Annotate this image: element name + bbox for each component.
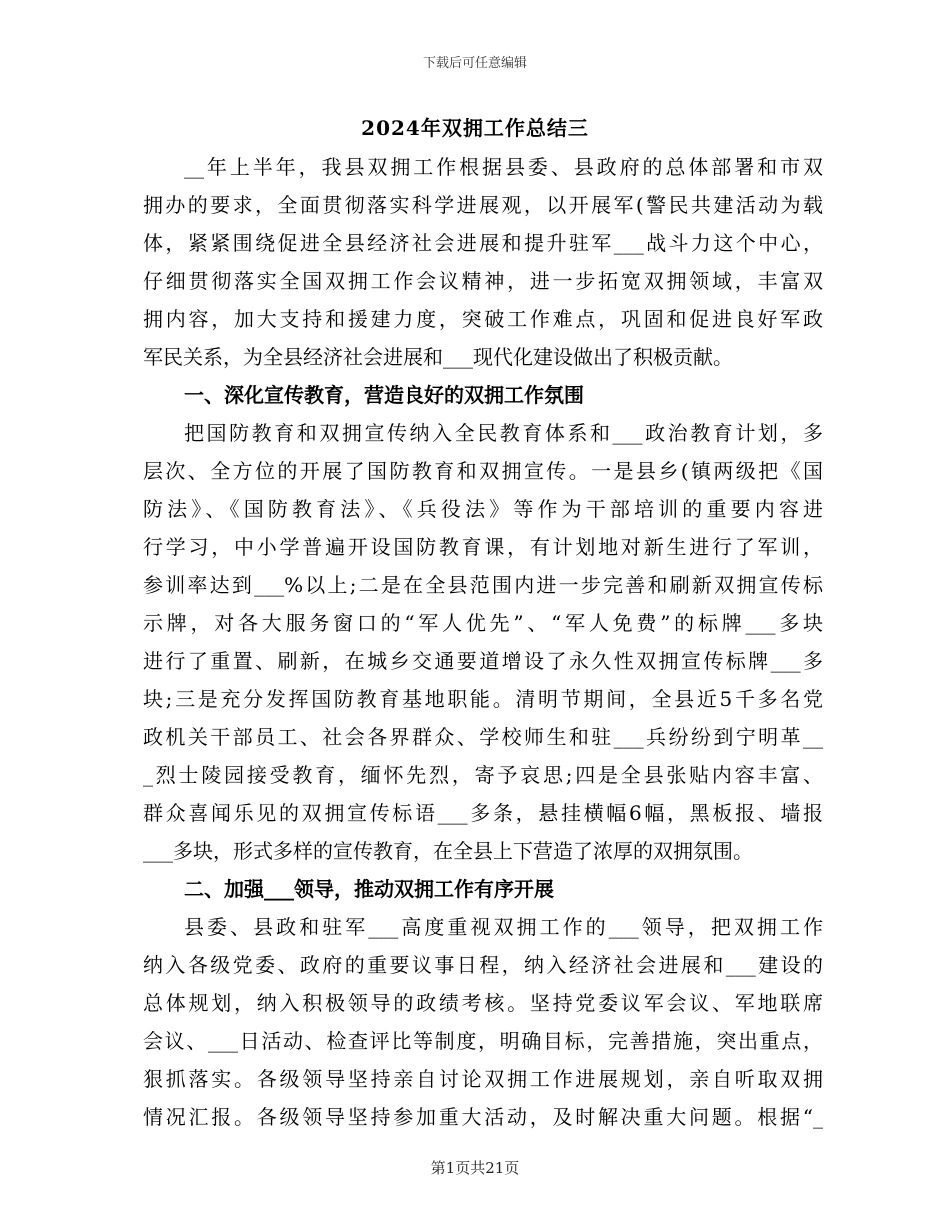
- page-footer: 第1页共21页: [430, 1159, 520, 1177]
- paragraph-line: 体，紧紧围绕促进全县经济社会进展和提升驻军___战斗力这个中心，: [143, 231, 823, 255]
- paragraph-line: 情况汇报。各级领导坚持参加重大活动，及时解决重大问题。根据“_: [143, 1105, 823, 1129]
- paragraph-line: 军民关系，为全县经济社会进展和___现代化建设做出了积极贡献。: [143, 345, 733, 369]
- document-body: [143, 148, 823, 1136]
- paragraph-line: 参训率达到___%以上;二是在全县范围内进一步完善和刷新双拥宣传标: [143, 573, 823, 597]
- paragraph-line: ___多块，形式多样的宣传教育，在全县上下营造了浓厚的双拥氛围。: [143, 839, 753, 863]
- document-title: 2024年双拥工作总结三: [361, 116, 589, 140]
- section-heading: 一、深化宣传教育，营造良好的双拥工作氛围: [184, 383, 584, 407]
- paragraph-line: 狠抓落实。各级领导坚持亲自讨论双拥工作进展规划，亲自听取双拥: [143, 1067, 823, 1091]
- paragraph-line: 示牌，对各大服务窗口的“军人优先”、“军人免费”的标牌___多块: [143, 611, 823, 635]
- paragraph-line: 拥办的要求，全面贯彻落实科学进展观，以开展军(警民共建活动为载: [143, 193, 823, 217]
- paragraph-line: 总体规划，纳入积极领导的政绩考核。坚持党委议军会议、军地联席: [143, 991, 823, 1015]
- section-heading: 二、加强___领导，推动双拥工作有序开展: [184, 877, 554, 901]
- paragraph-line: 防法》、《国防教育法》、《兵役法》等作为干部培训的重要内容进: [143, 497, 823, 521]
- paragraph-line: 进行了重置、刷新，在城乡交通要道增设了永久性双拥宣传标牌___多: [143, 649, 823, 673]
- paragraph-line: __年上半年，我县双拥工作根据县委、县政府的总体部署和市双: [184, 155, 823, 179]
- paragraph-line: 把国防教育和双拥宣传纳入全民教育体系和___政治教育计划，多: [184, 421, 823, 445]
- paragraph-line: 层次、全方位的开展了国防教育和双拥宣传。一是县乡(镇两级把《国: [143, 459, 823, 483]
- paragraph-line: 行学习，中小学普遍开设国防教育课，有计划地对新生进行了军训，: [143, 535, 823, 559]
- paragraph-line: 政机关干部员工、社会各界群众、学校师生和驻___兵纷纷到宁明革__: [143, 725, 823, 749]
- paragraph-line: 块;三是充分发挥国防教育基地职能。清明节期间，全县近5千多名党: [143, 687, 823, 711]
- paragraph-line: 纳入各级党委、政府的重要议事日程，纳入经济社会进展和___建设的: [143, 953, 823, 977]
- paragraph-line: 群众喜闻乐见的双拥宣传标语___多条，悬挂横幅6幅，黑板报、墙报: [143, 801, 823, 825]
- paragraph-line: 会议、___日活动、检查评比等制度，明确目标，完善措施，突出重点，: [143, 1029, 823, 1053]
- paragraph-line: 拥内容，加大支持和援建力度，突破工作难点，巩固和促进良好军政: [143, 307, 823, 331]
- paragraph-line: 仔细贯彻落实全国双拥工作会议精神，进一步拓宽双拥领域，丰富双: [143, 269, 823, 293]
- paragraph-line: 县委、县政和驻军___高度重视双拥工作的___领导，把双拥工作: [184, 915, 823, 939]
- page-header: 下载后可任意编辑: [422, 56, 527, 71]
- paragraph-line: _烈士陵园接受教育，缅怀先烈，寄予哀思;四是全县张贴内容丰富、: [143, 763, 823, 787]
